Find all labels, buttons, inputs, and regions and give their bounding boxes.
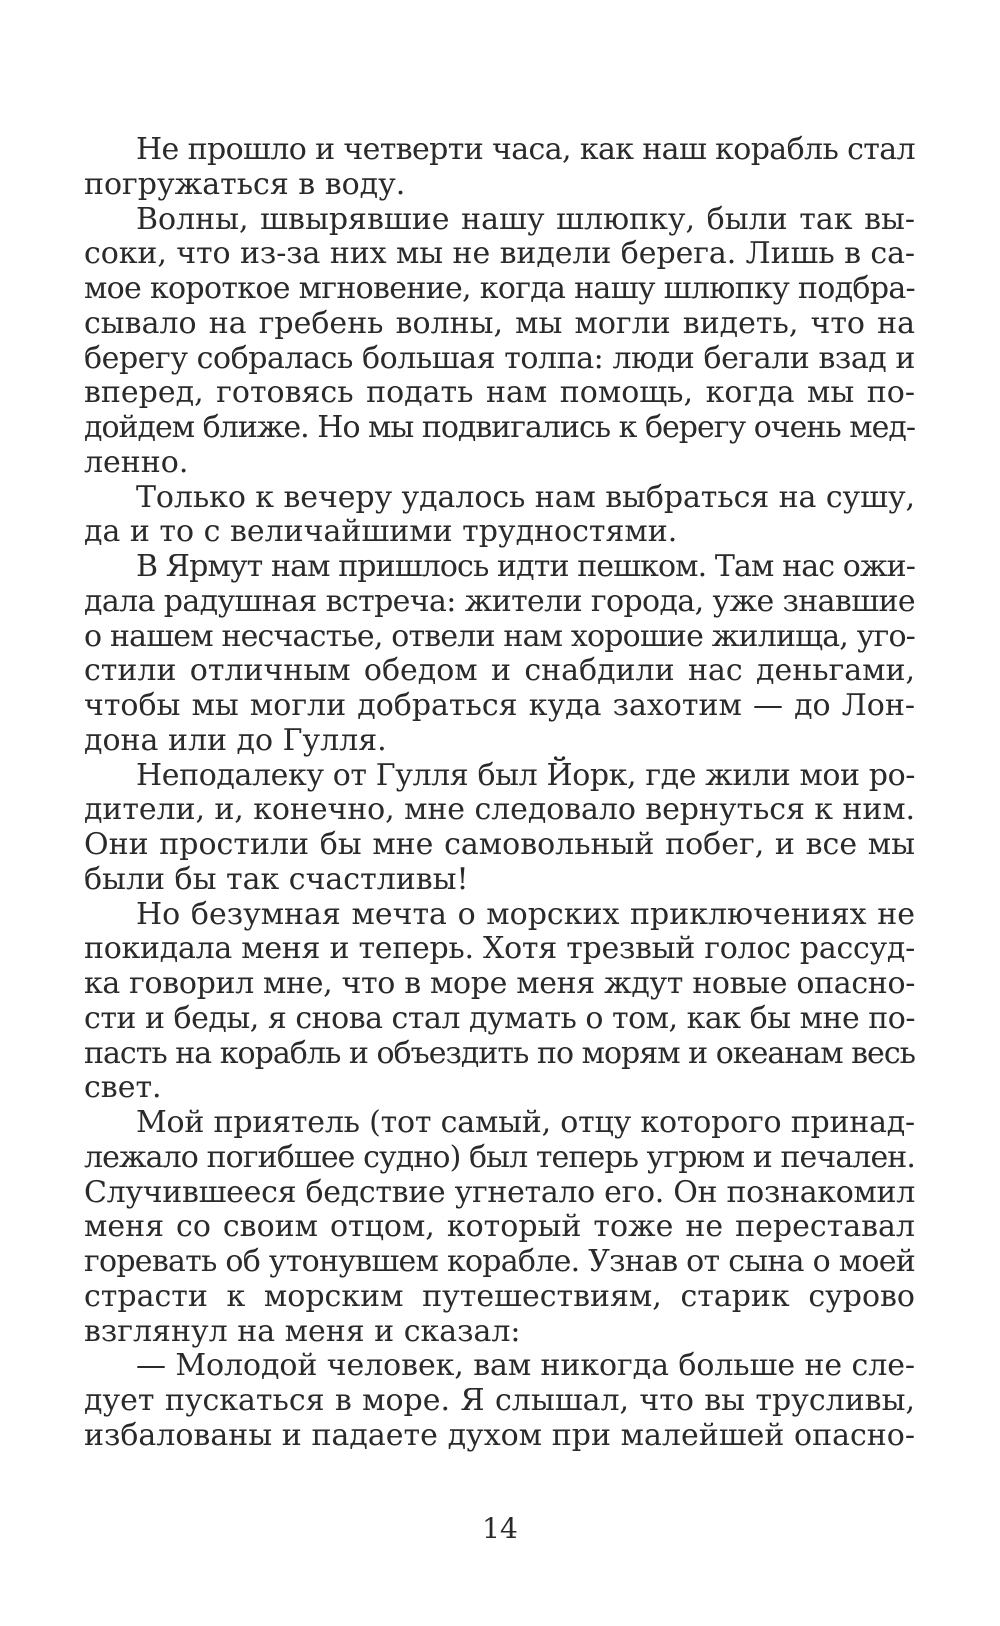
text-line: дители, и, конечно, мне следовало вернуться к ним. xyxy=(84,792,915,828)
text-line: дует пускаться в море. Я слышал, что вы трусливы, xyxy=(84,1383,915,1418)
text-line: дала радушная встреча: жители города, уже знавшие xyxy=(84,583,915,619)
text-line: чтобы мы могли добраться куда захотим — до Лон- xyxy=(84,688,915,723)
text-line: взглянул на меня и сказал: xyxy=(84,1313,521,1349)
text-line: Неподалеку от Гулля был Йорк, где жили мои ро- xyxy=(136,757,916,793)
text-line: соки, что из-за них мы не видели берега. Лишь в са- xyxy=(84,236,915,272)
text-line: стили отличным обедом и снабдили нас деньгами, xyxy=(84,653,915,689)
text-line: лежало погибшее судно) был теперь угрюм и печален. xyxy=(84,1139,915,1175)
text-line: Волны, швырявшие нашу шлюпку, были так вы- xyxy=(136,201,915,237)
text-line: Они простили бы мне самовольный побег, и все мы xyxy=(84,827,915,862)
text-line: Мой приятель (тот самый, отцу которого принад- xyxy=(136,1105,915,1140)
text-line: погружаться в воду. xyxy=(84,166,406,202)
text-line: В Ярмут нам пришлось идти пешком. Там нас ожи- xyxy=(136,549,916,584)
text-line: дойдем ближе. Но мы подвигались к берегу очень мед- xyxy=(84,410,915,445)
text-line: Случившееся бедствие угнетало его. Он познакомил xyxy=(84,1174,915,1210)
body-text xyxy=(84,133,915,1454)
page-number: 14 xyxy=(482,1512,518,1545)
text-line: были бы так счастливы! xyxy=(84,861,469,897)
text-line: избалованы и падаете духом при малейшей опасно- xyxy=(84,1417,915,1453)
text-line: свет. xyxy=(84,1070,162,1106)
text-line: о нашем несчастье, отвели нам хорошие жилища, уго- xyxy=(84,618,915,654)
text-line: дона или до Гулля. xyxy=(84,722,387,758)
text-line: — Молодой человек, вам никогда больше не сле- xyxy=(136,1348,915,1384)
text-line: сывало на гребень волны, мы могли видеть, что на xyxy=(84,305,915,341)
text-line: ка говорил мне, что в море меня ждут новые опасно- xyxy=(84,966,915,1001)
text-line: мое короткое мгновение, когда нашу шлюпку подбра- xyxy=(84,271,916,306)
text-line: Не прошло и четверти часа, как наш корабль стал xyxy=(136,132,915,167)
text-line: горевать об утонувшем корабле. Узнав от сына о моей xyxy=(84,1244,915,1279)
text-line: пасть на корабль и объездить по морям и океанам весь xyxy=(84,1035,915,1071)
text-line: вперед, готовясь подать нам помощь, когда мы по- xyxy=(84,375,915,411)
text-line: меня со своим отцом, который тоже не переставал xyxy=(84,1209,915,1245)
text-line: покидала меня и теперь. Хотя трезвый голос рассуд- xyxy=(84,931,916,967)
text-line: берегу собралась большая толпа: люди бегали взад и xyxy=(84,340,915,376)
text-line: Но безумная мечта о морских приключениях не xyxy=(136,896,915,932)
text-line: да и то с величайшими трудностями. xyxy=(84,514,678,550)
text-line: Только к вечеру удалось нам выбраться на сушу, xyxy=(136,479,915,515)
text-line: ленно. xyxy=(84,444,189,480)
text-line: страсти к морским путешествиям, старик сурово xyxy=(84,1278,915,1314)
text-line: сти и беды, я снова стал думать о том, как бы мне по- xyxy=(84,1000,915,1036)
